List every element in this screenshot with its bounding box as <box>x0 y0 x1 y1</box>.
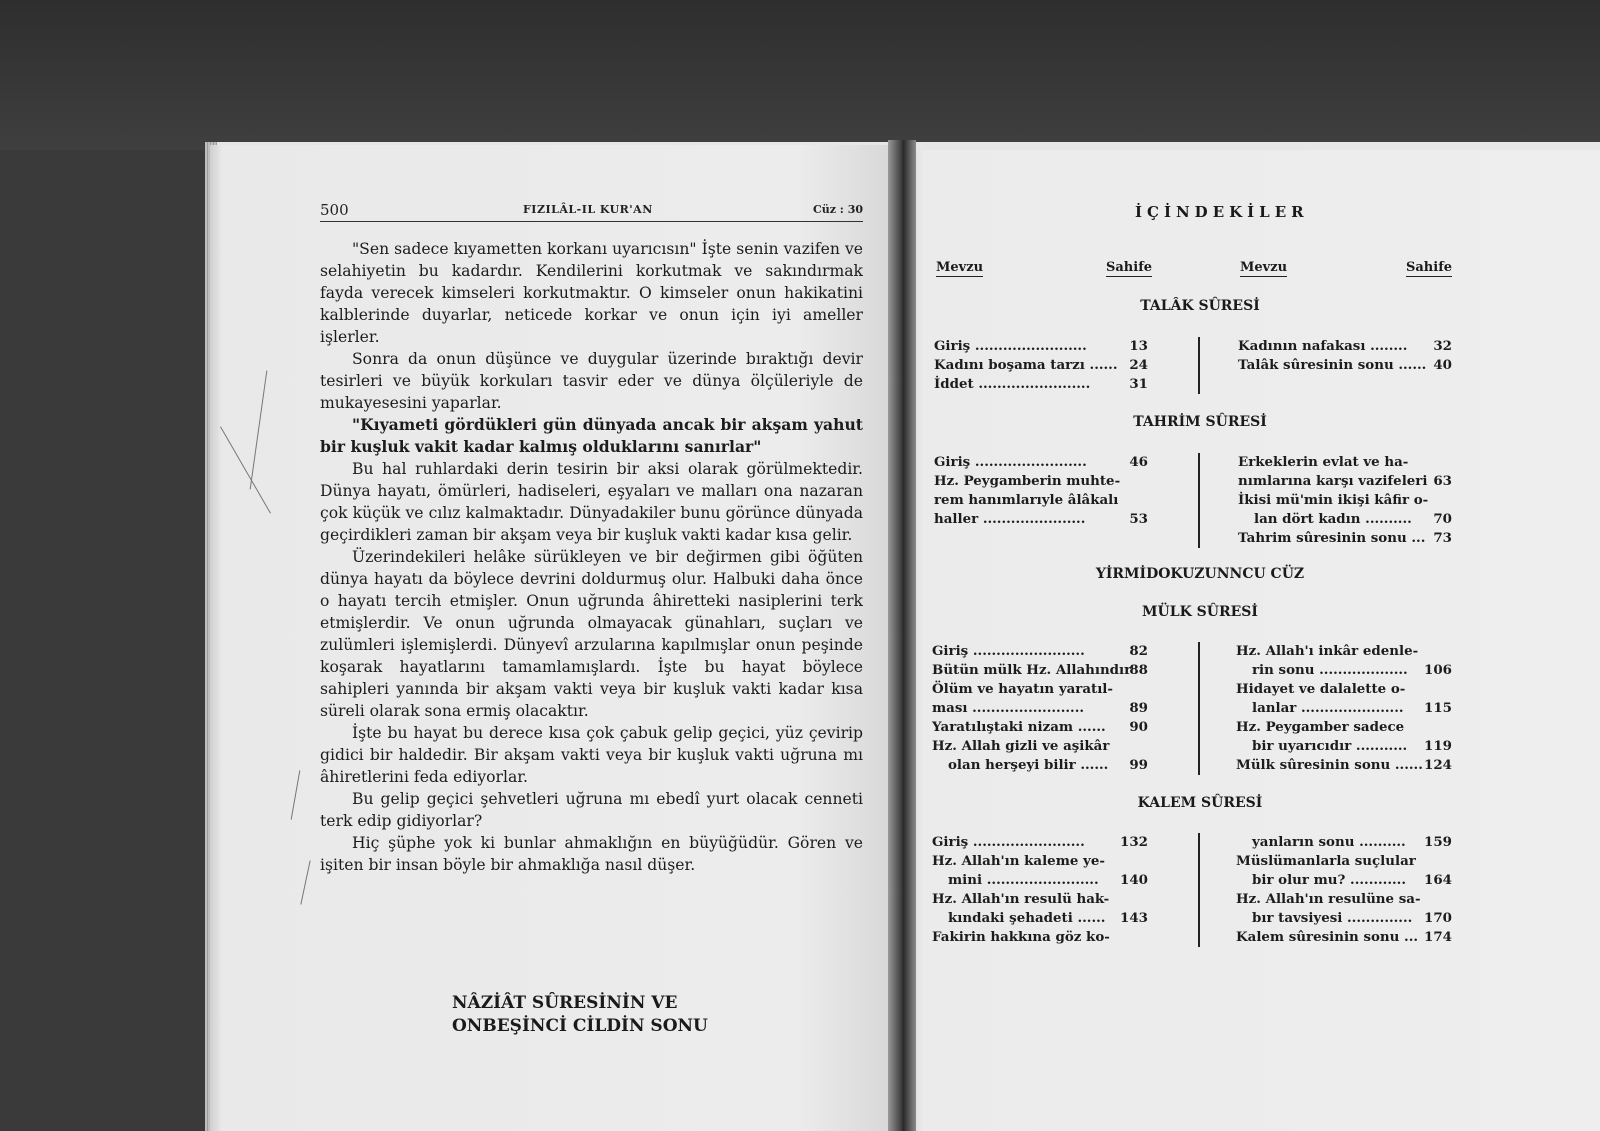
toc-entry-text: bir uyarıcıdır ........... <box>1252 738 1408 754</box>
toc-entry-page: 32 <box>1433 338 1452 354</box>
toc-entry <box>934 337 1148 356</box>
toc-entry-text: Tahrim sûresinin sonu ... <box>1238 530 1426 546</box>
toc-entry-text: rem hanımlarıyle âlâkalı <box>934 492 1119 508</box>
paragraph: Sonra da onun düşünce ve duygular üzerinde bıraktığı devir tesirleri ve büyük korkuları tasvir eder ve dünya ölçüleriyle de mukayesesini yaparlar. <box>320 350 863 412</box>
toc-entry-text: Talâk sûresinin sonu ...... <box>1238 357 1427 373</box>
toc-entry-text: Giriş ........................ <box>932 834 1085 850</box>
page-number: 500 <box>320 201 349 219</box>
toc-entry <box>1236 890 1452 909</box>
toc-entry-page: 13 <box>1129 338 1148 354</box>
toc-entry <box>1236 833 1452 852</box>
toc-entry-text: ması ........................ <box>932 700 1085 716</box>
toc-entry <box>1236 852 1452 871</box>
column-divider <box>1198 337 1200 394</box>
toc-entry-text: mini ........................ <box>948 872 1099 888</box>
toc-entry-text: Hz. Allah'ın resulü hak- <box>932 891 1110 907</box>
end-title <box>452 992 708 1038</box>
toc-entry-text: Fakirin hakkına göz ko- <box>932 929 1110 945</box>
toc-section-title: MÜLK SÛRESİ <box>1142 604 1258 620</box>
toc-entry-page: 89 <box>1129 700 1148 716</box>
toc-entry-text: Müslümanlarla suçlular <box>1236 853 1416 869</box>
toc-entry <box>932 928 1148 947</box>
col-header-topic: Mevzu <box>936 260 984 275</box>
toc-entry-text: Kalem sûresinin sonu ... <box>1236 929 1419 945</box>
toc-entry-text: Hz. Allah gizli ve aşikâr <box>932 738 1110 754</box>
toc-entry-text: yanların sonu .......... <box>1252 834 1406 850</box>
toc-entry-page: 124 <box>1424 757 1452 773</box>
toc-entry-page: 143 <box>1120 910 1148 926</box>
toc-entry <box>1238 510 1452 529</box>
toc-column <box>932 642 1148 775</box>
toc-entry-page: 31 <box>1129 376 1148 392</box>
toc-entry-page: 132 <box>1120 834 1148 850</box>
column-divider <box>1198 453 1200 548</box>
toc-entry <box>1238 337 1452 356</box>
toc-entry <box>1238 472 1452 491</box>
end-title-line: ONBEŞİNCİ CİLDİN SONU <box>452 1016 708 1036</box>
toc-section-title: TALÂK SÛRESİ <box>1140 298 1260 314</box>
juz-label: Cüz : 30 <box>812 203 863 216</box>
paragraph: Bu gelip geçici şehvetleri uğruna mı ebedî yurt olacak cenneti terk edip gidiyorlar? <box>320 790 863 830</box>
toc-entry <box>1236 756 1452 775</box>
toc-entry <box>934 491 1148 510</box>
toc-entry-page: 106 <box>1424 662 1452 678</box>
toc-entry-text: Mülk sûresinin sonu ...... <box>1236 757 1423 773</box>
toc-entry <box>934 472 1148 491</box>
toc-entry <box>1236 928 1452 947</box>
toc-entry-text: Giriş ........................ <box>934 454 1087 470</box>
paragraph: Hiç şüphe yok ki bunlar ahmaklığın en büyüğüdür. Gören ve işiten bir insan böyle bir ahmaklığa nasıl düşer. <box>320 834 863 874</box>
toc-entry-page: 46 <box>1129 454 1148 470</box>
toc-entry <box>1238 453 1452 472</box>
toc-entry <box>1236 699 1452 718</box>
toc-column <box>934 453 1148 529</box>
toc-entry <box>932 699 1148 718</box>
toc-entry-text: rin sonu ................... <box>1252 662 1408 678</box>
toc-entry <box>932 718 1148 737</box>
col-header-topic: Mevzu <box>1240 260 1288 275</box>
col-header-page: Sahife <box>1106 260 1153 275</box>
toc-entry-text: Hz. Peygamber sadece <box>1236 719 1405 735</box>
toc-entry-text: Hz. Allah'ın kaleme ye- <box>932 853 1105 869</box>
toc-entry <box>932 642 1148 661</box>
toc-entry <box>932 871 1148 890</box>
toc-entry-page: 164 <box>1424 872 1452 888</box>
toc-column <box>1238 337 1452 375</box>
toc-entry <box>1236 642 1452 661</box>
toc-entry <box>932 909 1148 928</box>
toc-entry-text: Yaratılıştaki nizam ...... <box>932 719 1106 735</box>
paragraph: Bu hal ruhlardaki derin tesirin bir aksi olarak görülmektedir. Dünya hayatı, ömürleri, hadiseleri, eşyaları ve malları ona nazaran çok küçük ve cılız kalmaktadır. Dünyadakiler bunu görünce dünyada geçirdikleri zaman bir akşam veya bir kuşluk vakti kadar kısa gelir. <box>320 460 863 544</box>
toc-entry <box>934 375 1148 394</box>
toc-entry-text: Erkeklerin evlat ve ha- <box>1238 454 1409 470</box>
toc-column <box>1236 833 1452 947</box>
toc-entry-page: 82 <box>1129 643 1148 659</box>
toc-entry-text: haller ...................... <box>934 511 1086 527</box>
toc-entry <box>932 833 1148 852</box>
toc-entry <box>932 680 1148 699</box>
toc-entry-page: 174 <box>1424 929 1452 945</box>
toc-entry-text: Giriş ........................ <box>932 643 1085 659</box>
toc-entry-text: İddet ........................ <box>934 376 1091 392</box>
toc-entry <box>932 852 1148 871</box>
toc-entry-text: lanlar ...................... <box>1252 700 1404 716</box>
toc-entry-text: kındaki şehadeti ...... <box>948 910 1106 926</box>
toc-entry <box>1236 871 1452 890</box>
paragraph: Üzerindekileri helâke sürükleyen ve bir değirmen gibi öğüten dünya hayatı da böylece devrini doldurmuş olur. Halbuki daha önce o hayatı tercih etmişler. Onun uğrunda âhiretteki nasiplerini terk etmişlerdir. Ve onun uğrunda olmayacak günahları, suçları ve zulümleri işlemişlerdi. Dünyevî arzularına kapılmışlar onun peşinde koşarak hayatlarını tamamlamışlardı. İşte bu hayat böylece sahipleri yanında bir akşam vakti veya bir kuşluk vakti kadar kısa süreli olarak sona ermiş olacaktır. <box>320 548 863 720</box>
toc-entry-text: İkisi mü'min ikişi kâfir o- <box>1238 492 1429 508</box>
toc-entry <box>934 356 1148 375</box>
toc-entry-page: 170 <box>1424 910 1452 926</box>
toc-entry <box>1236 737 1452 756</box>
toc-entry-page: 140 <box>1120 872 1148 888</box>
scan-background <box>0 0 1600 150</box>
toc-entry <box>1236 718 1452 737</box>
toc-entry <box>1236 680 1452 699</box>
toc-entry-page: 53 <box>1129 511 1148 527</box>
toc-entry-text: Hz. Peygamberin muhte- <box>934 473 1121 489</box>
toc-entry-text: Hz. Allah'ın resulüne sa- <box>1236 891 1421 907</box>
toc-title: İÇİNDEKİLER <box>1135 203 1309 221</box>
toc-entry <box>1236 909 1452 928</box>
toc-entry-page: 115 <box>1424 700 1452 716</box>
col-header-page: Sahife <box>1406 260 1453 275</box>
toc-entry <box>932 661 1148 680</box>
toc-entry-text: Kadını boşama tarzı ...... <box>934 357 1118 373</box>
toc-entry-page: 73 <box>1433 530 1452 546</box>
book-gutter <box>888 140 916 1131</box>
toc-column <box>1238 453 1452 548</box>
paragraph: İşte bu hayat bu derece kısa çok çabuk gelip geçici, yüz çevirip gidici bir haldedir. Bir akşam vakti veya bir kuşluk vakti uğruna mı âhiretlerini feda ediyorlar. <box>320 724 863 786</box>
paragraph: "Kıyameti gördükleri gün dünyada ancak bir akşam yahut bir kuşluk vakit kadar kalmış olduklarını sanırlar" <box>320 415 863 456</box>
toc-entry-page: 90 <box>1129 719 1148 735</box>
toc-entry-page: 70 <box>1433 511 1452 527</box>
running-title: FIZILÂL-IL KUR'AN <box>523 203 653 216</box>
toc-entry <box>934 510 1148 529</box>
toc-entry-page: 40 <box>1433 357 1452 373</box>
paragraph: "Sen sadece kıyametten korkanı uyarıcısın" İşte senin vazifen ve selahiyetin bu kadardır. Kendilerini korkutmak ve sakındırmak fayda verecek kimseleri korkutmaktır. O kimseler onun hakikatini kalblerinde duyarlar, neticede korkar ve onun için iyi ameller işlerler. <box>320 240 863 346</box>
toc-entry-page: 88 <box>1129 662 1148 678</box>
toc-entry-page: 119 <box>1424 738 1452 754</box>
toc-entry <box>932 756 1148 775</box>
toc-entry-text: Giriş ........................ <box>934 338 1087 354</box>
end-title-line: NÂZİÂT SÛRESİNİN VE <box>452 993 678 1013</box>
toc-entry <box>932 737 1148 756</box>
toc-entry-page: 99 <box>1129 757 1148 773</box>
toc-entry-text: Ölüm ve hayatın yaratıl- <box>932 681 1113 697</box>
toc-column <box>934 337 1148 394</box>
toc-entry <box>934 453 1148 472</box>
juz-heading: YİRMİDOKUZUNNCU CÜZ <box>1095 566 1305 582</box>
toc-entry-text: Hz. Allah'ı inkâr edenle- <box>1236 643 1419 659</box>
column-divider <box>1198 642 1200 775</box>
toc-entry-text: Kadının nafakası ........ <box>1238 338 1408 354</box>
column-divider <box>1198 833 1200 947</box>
toc-entry-text: olan herşeyi bilir ...... <box>948 757 1109 773</box>
toc-column <box>1236 642 1452 775</box>
toc-entry-text: nımlarına karşı vazifeleri <box>1238 473 1428 489</box>
toc-entry <box>1238 529 1452 548</box>
toc-entry <box>1236 661 1452 680</box>
toc-section-title: KALEM SÛRESİ <box>1137 795 1263 811</box>
toc-entry-text: bır tavsiyesi .............. <box>1252 910 1413 926</box>
toc-entry-text: Bütün mülk Hz. Allahındır <box>932 662 1132 678</box>
toc-entry-page: 24 <box>1129 357 1148 373</box>
toc-entry <box>1238 491 1452 510</box>
toc-entry <box>932 890 1148 909</box>
toc-section-title: TAHRİM SÛRESİ <box>1133 414 1267 430</box>
toc-entry-page: 159 <box>1424 834 1452 850</box>
toc-entry <box>1238 356 1452 375</box>
toc-entry-text: lan dört kadın .......... <box>1254 511 1412 527</box>
toc-column <box>932 833 1148 947</box>
body-text <box>320 238 863 876</box>
toc-entry-page: 63 <box>1433 473 1452 489</box>
running-header <box>320 203 863 222</box>
toc-entry-text: Hidayet ve dalalette o- <box>1236 681 1406 697</box>
toc-entry-text: bir olur mu? ............ <box>1252 872 1406 888</box>
